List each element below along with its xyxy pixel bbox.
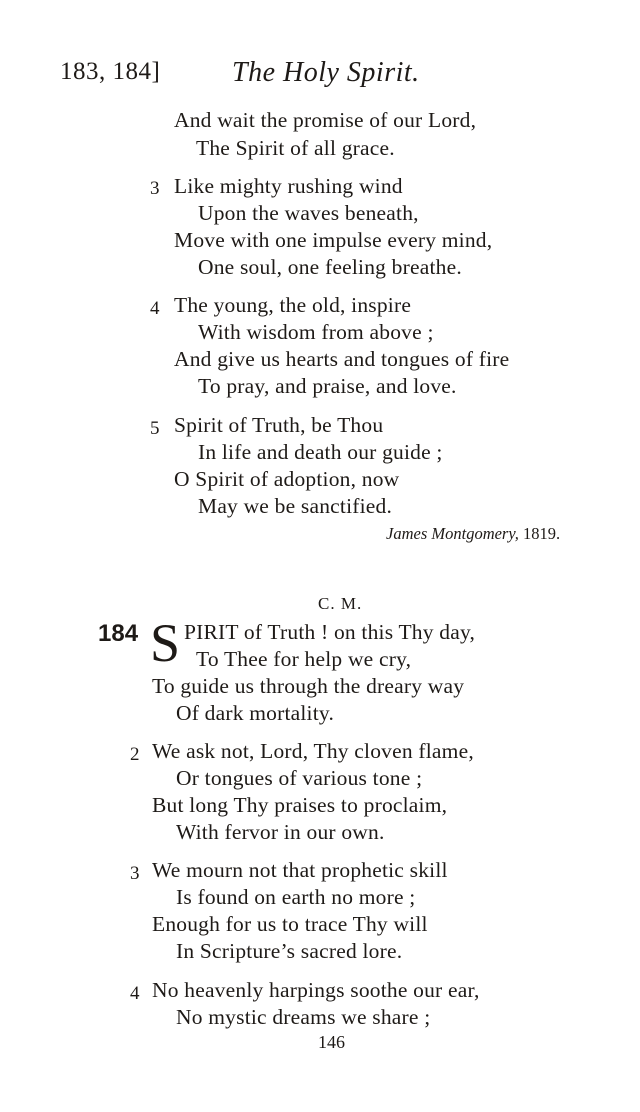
hymn-184-number: 184	[98, 620, 139, 647]
page-number: 146	[318, 1032, 345, 1052]
hymn-184-stanza-number: 4	[130, 983, 140, 1004]
hymn-184-meter: C. M.	[318, 594, 363, 613]
hymn-183-stanza5-line: O Spirit of adoption, now	[174, 467, 400, 491]
hymn-183-stanza4-line: The young, the old, inspire	[174, 293, 412, 317]
hymn-183-stanza5-line: Spirit of Truth, be Thou	[174, 413, 384, 437]
hymn-183-stanza5-line: May we be sanctified.	[198, 494, 393, 518]
hymn-184-stanza2-line: With fervor in our own.	[176, 820, 385, 844]
attribution-author: James Montgomery,	[386, 524, 519, 543]
hymn-184-stanza4-line: No mystic dreams we share ;	[176, 1005, 431, 1029]
hymn-184-stanza1-line: Of dark mortality.	[176, 701, 335, 725]
hymn-183-stanza4-line: To pray, and praise, and love.	[198, 374, 457, 398]
hymn-184-stanza-number: 2	[130, 744, 140, 765]
hymn-184-stanza2-line: But long Thy praises to proclaim,	[152, 793, 448, 817]
hymn-183-stanza4-line: With wisdom from above ;	[198, 320, 434, 344]
hymn-184-stanza-number: 3	[130, 863, 140, 884]
hymn-183-attribution	[386, 524, 560, 544]
hymn-184-stanza3-line: Is found on earth no more ;	[176, 885, 416, 909]
hymn-183-stanza5-line: In life and death our guide ;	[198, 440, 443, 464]
hymn-184-stanza2-line: We ask not, Lord, Thy cloven flame,	[152, 739, 474, 763]
hymn-183-stanza3-line: One soul, one feeling breathe.	[198, 255, 462, 279]
hymn-184-drop-cap: S	[150, 613, 181, 673]
hymn-183-stanza-number: 3	[150, 178, 160, 199]
hymn-184-first-line: PIRIT of Truth ! on this Thy day,	[184, 620, 476, 644]
hymn-184-stanza1-line: To guide us through the dreary way	[152, 674, 465, 698]
hymn-183-stanza3-line: Like mighty rushing wind	[174, 174, 403, 198]
hymn-184-stanza3-line: Enough for us to trace Thy will	[152, 912, 428, 936]
hymn-183-stanza-number: 5	[150, 418, 160, 439]
running-header-hymn-numbers: 183, 184]	[60, 58, 161, 85]
hymn-184-stanza4-line: No heavenly harpings soothe our ear,	[152, 978, 480, 1002]
hymn-183-stanza-number: 4	[150, 298, 160, 319]
hymn-184-stanza3-line: We mourn not that prophetic skill	[152, 858, 448, 882]
hymn-183-stanza1-line: The Spirit of all grace.	[196, 136, 395, 160]
hymn-184-stanza1-line: To Thee for help we cry,	[196, 647, 412, 671]
attribution-year: 1819.	[523, 524, 561, 543]
running-header-title: The Holy Spirit.	[232, 57, 420, 88]
hymn-183-stanza4-line: And give us hearts and tongues of fire	[174, 347, 510, 371]
hymn-183-stanza3-line: Upon the waves beneath,	[198, 201, 419, 225]
hymn-183-stanza1-line: And wait the promise of our Lord,	[174, 108, 477, 132]
hymn-184-stanza2-line: Or tongues of various tone ;	[176, 766, 423, 790]
hymn-184-stanza3-line: In Scripture’s sacred lore.	[176, 939, 403, 963]
hymn-183-stanza3-line: Move with one impulse every mind,	[174, 228, 493, 252]
